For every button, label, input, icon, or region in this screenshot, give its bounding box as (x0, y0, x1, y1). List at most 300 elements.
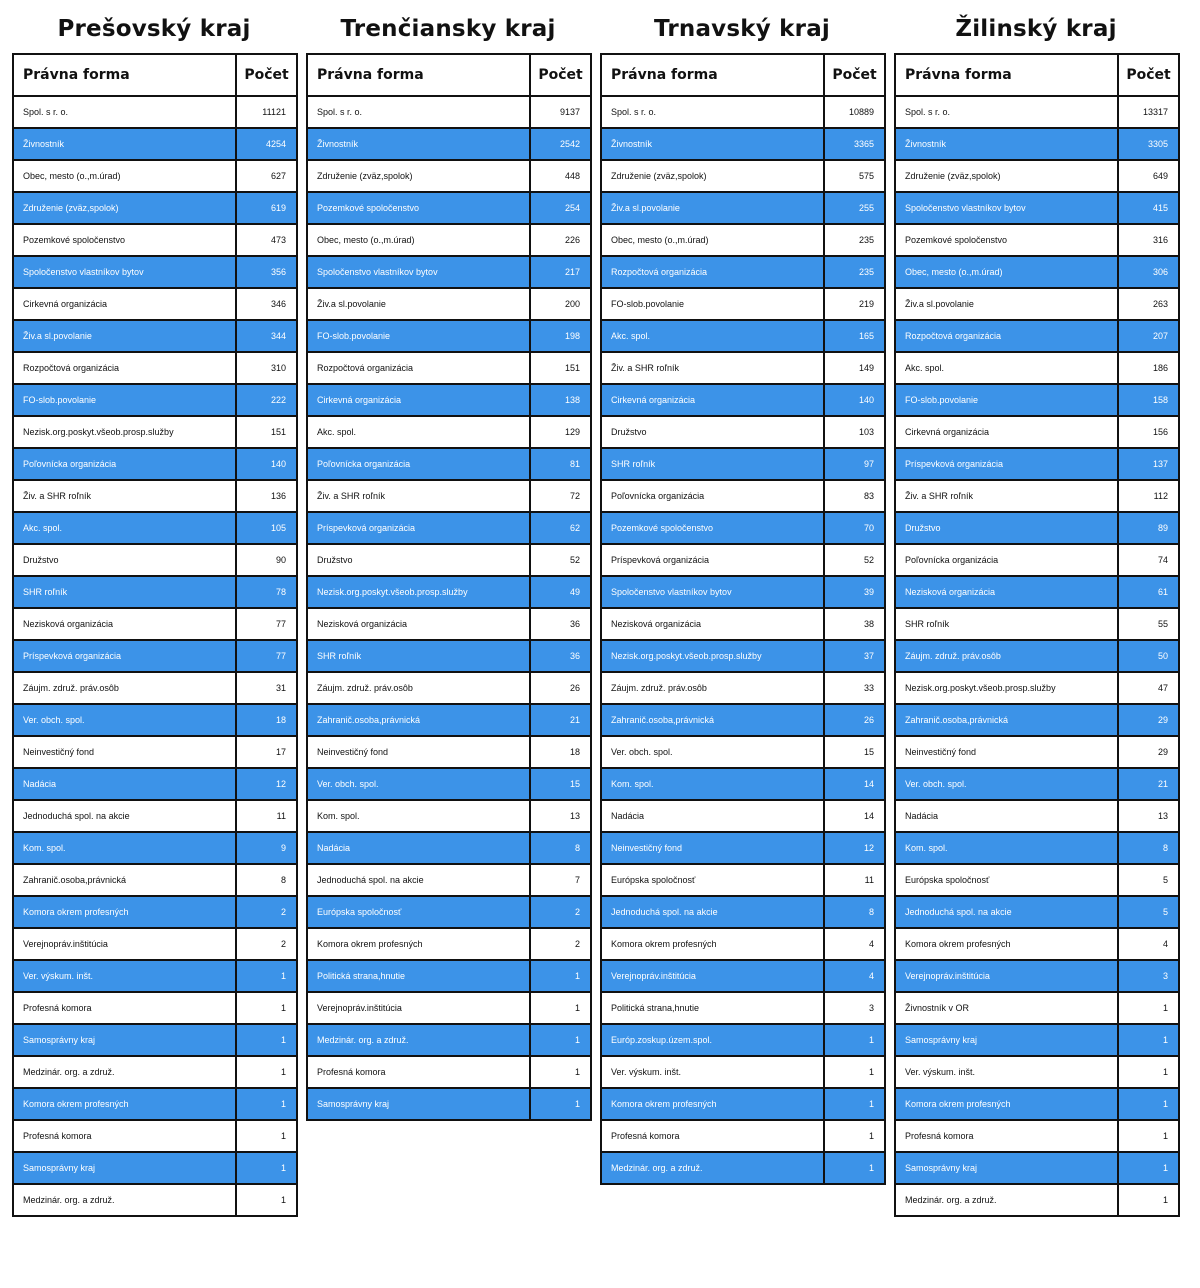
table-row (307, 576, 591, 608)
legal-form-cell: Ver. obch. spol. (601, 736, 824, 768)
table-row (13, 544, 297, 576)
count-cell: 29 (1118, 736, 1179, 768)
count-cell: 4 (824, 928, 885, 960)
legal-form-cell: Ver. obch. spol. (895, 768, 1118, 800)
count-cell: 1 (530, 992, 591, 1024)
legal-form-cell: Akc. spol. (13, 512, 236, 544)
count-cell: 1 (530, 1056, 591, 1088)
column-header-form: Právna forma (895, 54, 1118, 96)
count-cell: 47 (1118, 672, 1179, 704)
table-row (601, 1056, 885, 1088)
table-row (13, 160, 297, 192)
table-row (307, 864, 591, 896)
count-cell: 1 (1118, 992, 1179, 1024)
table-row (895, 1120, 1179, 1152)
legal-form-cell: Jednoduchá spol. na akcie (307, 864, 530, 896)
count-cell: 74 (1118, 544, 1179, 576)
table-row (601, 416, 885, 448)
count-cell: 1 (530, 960, 591, 992)
table-row (13, 960, 297, 992)
legal-form-cell: Profesná komora (13, 1120, 236, 1152)
count-cell: 186 (1118, 352, 1179, 384)
count-cell: 1 (1118, 1088, 1179, 1120)
count-cell: 103 (824, 416, 885, 448)
legal-form-cell: FO-slob.povolanie (895, 384, 1118, 416)
legal-form-cell: Zahranič.osoba,právnická (307, 704, 530, 736)
legal-form-cell: Spoločenstvo vlastníkov bytov (13, 256, 236, 288)
count-cell: 18 (236, 704, 297, 736)
table-row (895, 960, 1179, 992)
table-row (13, 768, 297, 800)
count-cell: 137 (1118, 448, 1179, 480)
table-row (307, 224, 591, 256)
table-row (13, 672, 297, 704)
legal-form-cell: Pozemkové spoločenstvo (13, 224, 236, 256)
count-cell: 21 (1118, 768, 1179, 800)
legal-form-cell: Obec, mesto (o.,m.úrad) (601, 224, 824, 256)
legal-form-cell: Komora okrem profesných (895, 928, 1118, 960)
table-row (307, 512, 591, 544)
legal-form-cell: Družstvo (307, 544, 530, 576)
legal-form-cell: Obec, mesto (o.,m.úrad) (307, 224, 530, 256)
count-cell: 235 (824, 224, 885, 256)
legal-form-cell: SHR roľník (13, 576, 236, 608)
table-row (13, 352, 297, 384)
table-row (601, 544, 885, 576)
count-cell: 1 (236, 1152, 297, 1184)
count-cell: 29 (1118, 704, 1179, 736)
count-cell: 21 (530, 704, 591, 736)
table-row (307, 480, 591, 512)
table-header-row (307, 54, 591, 96)
table-row (895, 704, 1179, 736)
count-cell: 165 (824, 320, 885, 352)
table-row (895, 160, 1179, 192)
count-cell: 38 (824, 608, 885, 640)
table-row (601, 192, 885, 224)
legal-form-cell: Živ. a SHR roľník (601, 352, 824, 384)
count-cell: 26 (824, 704, 885, 736)
table-row (307, 704, 591, 736)
legal-form-cell: Cirkevná organizácia (13, 288, 236, 320)
count-cell: 2 (530, 896, 591, 928)
table-row (895, 896, 1179, 928)
count-cell: 263 (1118, 288, 1179, 320)
count-cell: 149 (824, 352, 885, 384)
count-cell: 310 (236, 352, 297, 384)
legal-form-cell: Cirkevná organizácia (307, 384, 530, 416)
table-row (601, 832, 885, 864)
table-row (13, 896, 297, 928)
count-cell: 1 (236, 1088, 297, 1120)
count-cell: 8 (530, 832, 591, 864)
legal-form-cell: Európ.zoskup.územ.spol. (601, 1024, 824, 1056)
count-cell: 49 (530, 576, 591, 608)
table-row (601, 576, 885, 608)
legal-form-cell: Neinvestičný fond (13, 736, 236, 768)
legal-form-cell: SHR roľník (601, 448, 824, 480)
legal-form-cell: Živnostník (895, 128, 1118, 160)
legal-form-cell: Rozpočtová organizácia (895, 320, 1118, 352)
count-cell: 207 (1118, 320, 1179, 352)
column-header-form: Právna forma (13, 54, 236, 96)
table-row (601, 704, 885, 736)
count-cell: 156 (1118, 416, 1179, 448)
legal-form-cell: Živ.a sl.povolanie (13, 320, 236, 352)
legal-form-cell: Živnostník (13, 128, 236, 160)
legal-form-cell: Spoločenstvo vlastníkov bytov (601, 576, 824, 608)
table-row (895, 128, 1179, 160)
count-cell: 14 (824, 768, 885, 800)
count-cell: 62 (530, 512, 591, 544)
table-row (895, 384, 1179, 416)
legal-form-cell: Družstvo (601, 416, 824, 448)
table-row (307, 992, 591, 1024)
table-row (307, 256, 591, 288)
legal-form-cell: Ver. výskum. inšt. (13, 960, 236, 992)
table-row (13, 320, 297, 352)
legal-form-cell: Európska spoločnosť (601, 864, 824, 896)
count-cell: 575 (824, 160, 885, 192)
count-cell: 11 (236, 800, 297, 832)
legal-form-cell: SHR roľník (307, 640, 530, 672)
count-cell: 39 (824, 576, 885, 608)
table-row (13, 448, 297, 480)
legal-form-cell: Akc. spol. (601, 320, 824, 352)
count-cell: 1 (236, 992, 297, 1024)
table-row (13, 512, 297, 544)
table-row (895, 416, 1179, 448)
count-cell: 7 (530, 864, 591, 896)
count-cell: 1 (1118, 1184, 1179, 1216)
count-cell: 1 (530, 1088, 591, 1120)
table-row (895, 1024, 1179, 1056)
count-cell: 198 (530, 320, 591, 352)
legal-form-cell: Združenie (zväz,spolok) (895, 160, 1118, 192)
table-row (307, 384, 591, 416)
table-row (895, 992, 1179, 1024)
legal-form-cell: Záujm. združ. práv.osôb (895, 640, 1118, 672)
legal-form-cell: Nezisk.org.poskyt.všeob.prosp.služby (895, 672, 1118, 704)
table-row (307, 736, 591, 768)
legal-form-cell: Rozpočtová organizácia (601, 256, 824, 288)
legal-form-cell: Živnostník (307, 128, 530, 160)
table-row (601, 1152, 885, 1184)
legal-form-cell: Verejnopráv.inštitúcia (601, 960, 824, 992)
legal-form-cell: Nezisková organizácia (307, 608, 530, 640)
count-cell: 17 (236, 736, 297, 768)
count-cell: 473 (236, 224, 297, 256)
table-row (895, 320, 1179, 352)
count-cell: 255 (824, 192, 885, 224)
table-header-row (895, 54, 1179, 96)
count-cell: 1 (824, 1088, 885, 1120)
count-cell: 219 (824, 288, 885, 320)
count-cell: 61 (1118, 576, 1179, 608)
table-row (307, 416, 591, 448)
legal-form-cell: Kom. spol. (601, 768, 824, 800)
legal-form-cell: Kom. spol. (307, 800, 530, 832)
table-header-row (601, 54, 885, 96)
count-cell: 1 (824, 1056, 885, 1088)
region-title: Prešovský kraj (57, 16, 251, 42)
table-row (601, 896, 885, 928)
legal-form-cell: Zahranič.osoba,právnická (13, 864, 236, 896)
count-cell: 2 (236, 928, 297, 960)
count-cell: 344 (236, 320, 297, 352)
count-cell: 52 (530, 544, 591, 576)
legal-form-cell: Spol. s r. o. (601, 96, 824, 128)
legal-form-cell: Zahranič.osoba,právnická (601, 704, 824, 736)
legal-form-cell: Živ.a sl.povolanie (307, 288, 530, 320)
legal-form-cell: Profesná komora (601, 1120, 824, 1152)
table-row (13, 1024, 297, 1056)
legal-form-cell: Komora okrem profesných (13, 1088, 236, 1120)
table-row (601, 256, 885, 288)
count-cell: 1 (236, 1120, 297, 1152)
table-row (601, 160, 885, 192)
legal-form-cell: Ver. obch. spol. (13, 704, 236, 736)
legal-form-cell: Združenie (zväz,spolok) (307, 160, 530, 192)
table-row (601, 960, 885, 992)
table-row (307, 544, 591, 576)
table-row (601, 384, 885, 416)
count-cell: 31 (236, 672, 297, 704)
legal-form-cell: Záujm. združ. práv.osôb (601, 672, 824, 704)
legal-form-cell: Príspevková organizácia (601, 544, 824, 576)
table-row (13, 640, 297, 672)
legal-form-cell: Ver. výskum. inšt. (895, 1056, 1118, 1088)
count-cell: 316 (1118, 224, 1179, 256)
legal-form-cell: Politická strana,hnutie (307, 960, 530, 992)
table-row (307, 448, 591, 480)
legal-form-cell: Verejnopráv.inštitúcia (13, 928, 236, 960)
region-table (12, 53, 298, 1217)
legal-form-cell: Európska spoločnosť (895, 864, 1118, 896)
legal-form-cell: Nezisková organizácia (895, 576, 1118, 608)
count-cell: 89 (1118, 512, 1179, 544)
count-cell: 36 (530, 640, 591, 672)
legal-form-cell: Spoločenstvo vlastníkov bytov (307, 256, 530, 288)
table-row (13, 256, 297, 288)
count-cell: 77 (236, 608, 297, 640)
count-cell: 8 (1118, 832, 1179, 864)
count-cell: 649 (1118, 160, 1179, 192)
count-cell: 4 (1118, 928, 1179, 960)
count-cell: 627 (236, 160, 297, 192)
legal-form-cell: Záujm. združ. práv.osôb (13, 672, 236, 704)
table-row (895, 800, 1179, 832)
table-row (13, 480, 297, 512)
table-row (601, 800, 885, 832)
legal-form-cell: Neinvestičný fond (307, 736, 530, 768)
column-header-count: Počet (1118, 54, 1179, 96)
count-cell: 12 (824, 832, 885, 864)
count-cell: 3305 (1118, 128, 1179, 160)
count-cell: 52 (824, 544, 885, 576)
legal-form-cell: FO-slob.povolanie (307, 320, 530, 352)
legal-form-cell: Živ. a SHR roľník (895, 480, 1118, 512)
count-cell: 9137 (530, 96, 591, 128)
table-row (601, 768, 885, 800)
legal-form-cell: Nadácia (601, 800, 824, 832)
count-cell: 138 (530, 384, 591, 416)
table-row (895, 288, 1179, 320)
table-row (307, 832, 591, 864)
legal-form-cell: SHR roľník (895, 608, 1118, 640)
legal-form-cell: Rozpočtová organizácia (13, 352, 236, 384)
count-cell: 5 (1118, 864, 1179, 896)
legal-form-cell: Príspevková organizácia (307, 512, 530, 544)
count-cell: 10889 (824, 96, 885, 128)
legal-form-cell: Komora okrem profesných (601, 928, 824, 960)
legal-form-cell: Živ. a SHR roľník (13, 480, 236, 512)
table-row (307, 192, 591, 224)
legal-form-cell: Jednoduchá spol. na akcie (895, 896, 1118, 928)
table-row (307, 1056, 591, 1088)
table-row (13, 128, 297, 160)
column-header-count: Počet (824, 54, 885, 96)
count-cell: 13 (530, 800, 591, 832)
count-cell: 112 (1118, 480, 1179, 512)
legal-form-cell: Neinvestičný fond (601, 832, 824, 864)
table-row (601, 128, 885, 160)
count-cell: 254 (530, 192, 591, 224)
legal-form-cell: Družstvo (895, 512, 1118, 544)
table-row (13, 576, 297, 608)
count-cell: 78 (236, 576, 297, 608)
legal-form-cell: Medzinár. org. a združ. (13, 1184, 236, 1216)
count-cell: 18 (530, 736, 591, 768)
count-cell: 11 (824, 864, 885, 896)
table-row (13, 992, 297, 1024)
table-row (307, 1088, 591, 1120)
legal-form-cell: Obec, mesto (o.,m.úrad) (13, 160, 236, 192)
count-cell: 4254 (236, 128, 297, 160)
legal-form-cell: Samosprávny kraj (895, 1152, 1118, 1184)
table-row (13, 192, 297, 224)
count-cell: 2542 (530, 128, 591, 160)
table-row (13, 1184, 297, 1216)
legal-form-cell: Profesná komora (307, 1056, 530, 1088)
count-cell: 97 (824, 448, 885, 480)
table-row (13, 864, 297, 896)
legal-form-cell: Medzinár. org. a združ. (307, 1024, 530, 1056)
count-cell: 1 (236, 1056, 297, 1088)
count-cell: 33 (824, 672, 885, 704)
table-row (895, 192, 1179, 224)
legal-form-cell: Poľovnícka organizácia (895, 544, 1118, 576)
count-cell: 3365 (824, 128, 885, 160)
legal-form-cell: Združenie (zväz,spolok) (13, 192, 236, 224)
legal-form-cell: Zahranič.osoba,právnická (895, 704, 1118, 736)
legal-form-cell: Živ. a SHR roľník (307, 480, 530, 512)
legal-form-cell: Príspevková organizácia (13, 640, 236, 672)
table-row (13, 704, 297, 736)
table-row (307, 160, 591, 192)
legal-form-cell: Spoločenstvo vlastníkov bytov (895, 192, 1118, 224)
count-cell: 448 (530, 160, 591, 192)
table-row (307, 1024, 591, 1056)
table-row (13, 800, 297, 832)
table-row (601, 1120, 885, 1152)
legal-form-cell: Samosprávny kraj (307, 1088, 530, 1120)
count-cell: 129 (530, 416, 591, 448)
table-row (895, 928, 1179, 960)
table-row (307, 96, 591, 128)
legal-form-cell: Európska spoločnosť (307, 896, 530, 928)
count-cell: 1 (530, 1024, 591, 1056)
legal-form-cell: Profesná komora (13, 992, 236, 1024)
legal-form-cell: Nezisk.org.poskyt.všeob.prosp.služby (13, 416, 236, 448)
region-title: Trnavský kraj (653, 16, 831, 42)
count-cell: 151 (530, 352, 591, 384)
table-row (13, 1152, 297, 1184)
count-cell: 226 (530, 224, 591, 256)
count-cell: 235 (824, 256, 885, 288)
count-cell: 26 (530, 672, 591, 704)
count-cell: 3 (1118, 960, 1179, 992)
table-row (13, 96, 297, 128)
table-row (307, 800, 591, 832)
legal-form-cell: Spol. s r. o. (13, 96, 236, 128)
legal-form-cell: Nadácia (895, 800, 1118, 832)
legal-form-cell: Združenie (zväz,spolok) (601, 160, 824, 192)
count-cell: 158 (1118, 384, 1179, 416)
table-row (601, 320, 885, 352)
legal-form-cell: Komora okrem profesných (895, 1088, 1118, 1120)
table-row (895, 96, 1179, 128)
table-row (307, 960, 591, 992)
count-cell: 13317 (1118, 96, 1179, 128)
table-row (13, 736, 297, 768)
legal-form-cell: Nadácia (13, 768, 236, 800)
count-cell: 1 (236, 960, 297, 992)
table-row (601, 992, 885, 1024)
count-cell: 12 (236, 768, 297, 800)
table-row (895, 544, 1179, 576)
count-cell: 346 (236, 288, 297, 320)
count-cell: 151 (236, 416, 297, 448)
legal-form-cell: Komora okrem profesných (307, 928, 530, 960)
table-row (307, 768, 591, 800)
legal-form-cell: Verejnopráv.inštitúcia (895, 960, 1118, 992)
count-cell: 77 (236, 640, 297, 672)
legal-form-cell: Nezisková organizácia (13, 608, 236, 640)
count-cell: 70 (824, 512, 885, 544)
legal-form-cell: Medzinár. org. a združ. (13, 1056, 236, 1088)
count-cell: 13 (1118, 800, 1179, 832)
legal-form-cell: Živ.a sl.povolanie (601, 192, 824, 224)
legal-form-cell: Ver. obch. spol. (307, 768, 530, 800)
table-row (13, 1120, 297, 1152)
region-title: Trenčiansky kraj (340, 16, 556, 42)
legal-form-cell: Komora okrem profesných (13, 896, 236, 928)
table-row (601, 512, 885, 544)
table-row (601, 672, 885, 704)
legal-form-cell: Cirkevná organizácia (895, 416, 1118, 448)
legal-form-cell: Nezisk.org.poskyt.všeob.prosp.služby (601, 640, 824, 672)
region-table (894, 53, 1180, 1217)
count-cell: 37 (824, 640, 885, 672)
count-cell: 140 (236, 448, 297, 480)
table-row (895, 736, 1179, 768)
legal-form-cell: Kom. spol. (895, 832, 1118, 864)
table-row (307, 352, 591, 384)
count-cell: 200 (530, 288, 591, 320)
count-cell: 222 (236, 384, 297, 416)
table-row (307, 608, 591, 640)
